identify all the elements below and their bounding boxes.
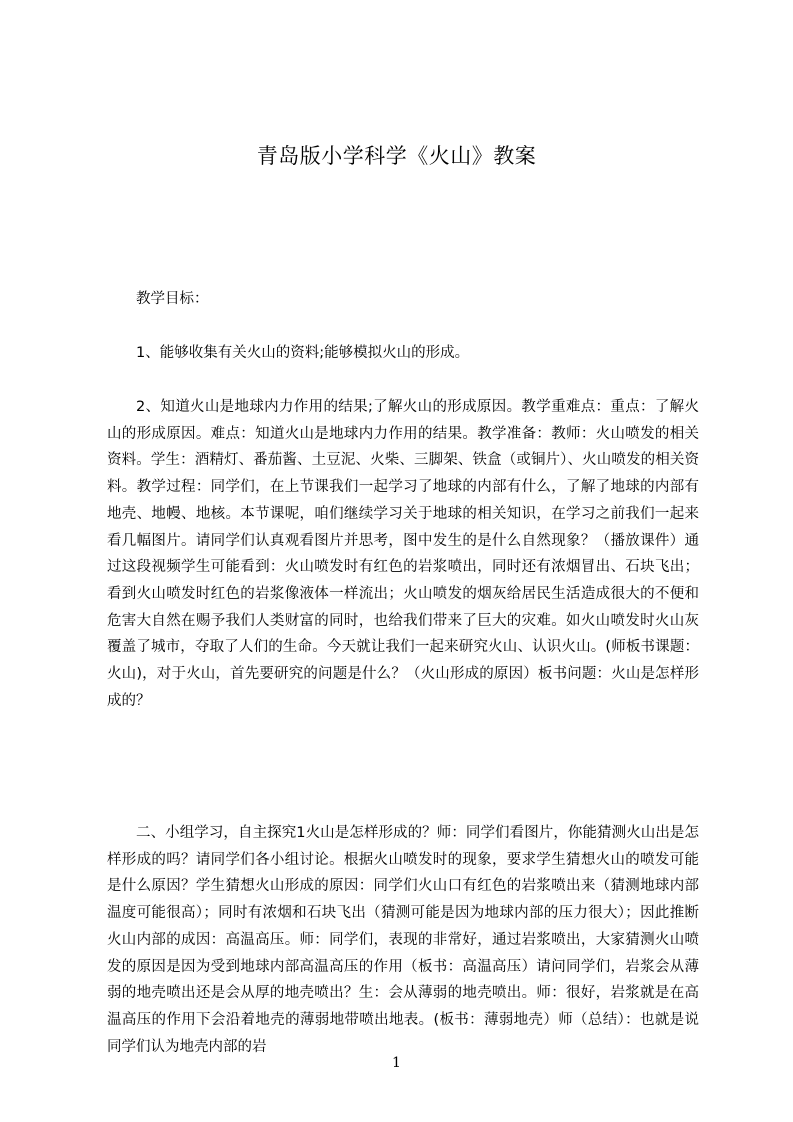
paragraph-objectives-heading: 教学目标： — [136, 291, 209, 307]
page-number: 1 — [392, 1055, 401, 1071]
document-title: 青岛版小学科学《火山》教案 — [256, 144, 537, 168]
paragraph-objective-2: 2、知道火山是地球内力作用的结果;了解火山的形成原因。教学重难点：重点：了解火山的形成原因。难点：知道火山是地球内力作用的结果。教学准备：教师：火山喷发的相关资料。学生：酒精灯、番茄酱、土豆泥、火柴、三脚架、铁盒（或铜片）、火山喷发的相关资料。教学过程：同学们，在上节课我们一起学习了地球的内部有什么，了解了地球的内部有地壳、地幔、地核。本节课呢，咱们继续学习关于地球的相关知识，在学习之前我们一起来看几幅图片。请同学们认真观看图片并思考，图中发生的是什么自然现象？（播放课件）通过这段视频学生可能看到：火山喷发时有红色的岩浆喷出，同时还有浓烟冒出、石块飞出；看到火山喷发时红色的岩浆像液体一样流出；火山喷发的烟灰给居民生活造成很大的不便和危害大自然在赐予我们人类财富的同时，也给我们带来了巨大的灾难。如火山喷发时火山灰覆盖了城市，夺取了人们的生命。今天就让我们一起来研究火山、认识火山。(师板书课题：火山)，对于火山，首先要研究的问题是什么？（火山形成的原因）板书问题：火山是怎样形成的？ — [107, 399, 699, 709]
paragraph-group-study: 二、小组学习，自主探究1火山是怎样形成的？师：同学们看图片，你能猜测火山出是怎样形成的吗？请同学们各小组讨论。根据火山喷发时的现象，要求学生猜想火山的喷发可能是什么原因？学生猜想火山形成的原因：同学们火山口有红色的岩浆喷出来（猜测地球内部温度可能很高）；同时有浓烟和石块飞出（猜测可能是因为地球内部的压力很大）；因此推断火山内部的成因：高温高压。师：同学们，表现的非常好，通过岩浆喷出，大家猜测火山喷发的原因是因为受到地球内部高温高压的作用（板书：高温高压）请问同学们，岩浆会从薄弱的地壳喷出还是会从厚的地壳喷出？生：会从薄弱的地壳喷出。师：很好，岩浆就是在高温高压的作用下会沿着地壳的薄弱地带喷出地表。(板书：薄弱地壳）师（总结）：也就是说同学们认为地壳内部的岩 — [107, 825, 699, 1055]
paragraph-objective-1: 1、能够收集有关火山的资料;能够模拟火山的形成。 — [136, 345, 470, 361]
